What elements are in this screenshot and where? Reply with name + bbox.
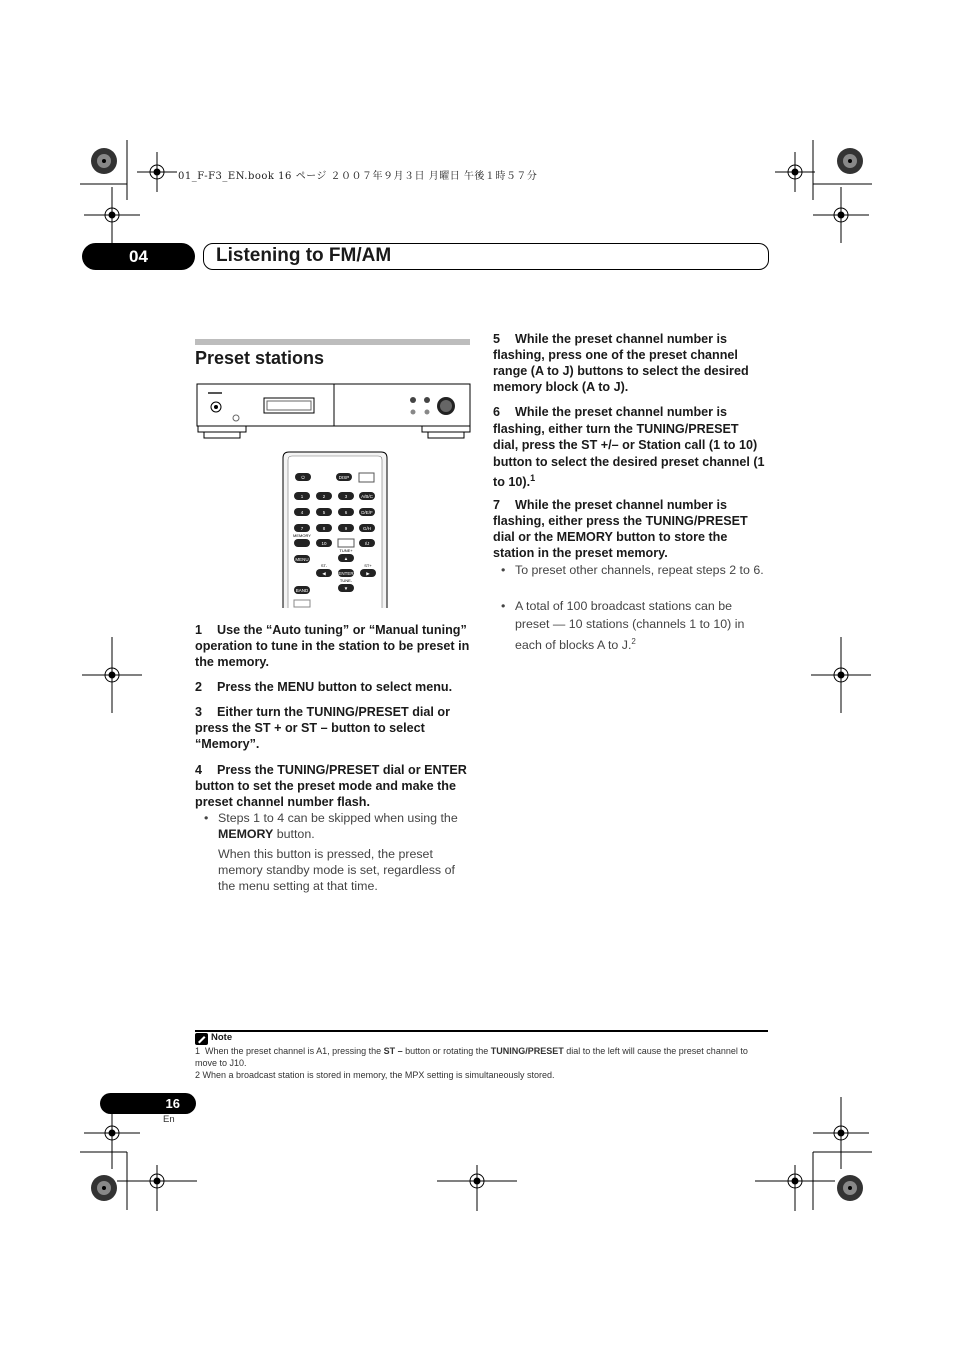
footnote-2: 2 When a broadcast station is stored in memory, the MPX setting is simultaneously stored. [195, 1070, 555, 1080]
repeat-steps-bullet: • To preset other channels, repeat steps 2 to 6. [501, 563, 764, 577]
memory-button-bullet: • Steps 1 to 4 can be skipped when using the MEMORY button. [204, 811, 458, 841]
svg-text:8: 8 [322, 526, 326, 531]
step-6: 6 While the preset channel number is flashing, either turn the TUNING/PRESET dial, press the ST +/– or Station call (1 to 10) button to select the desired preset channel (1 to 10).$^1$ [493, 405, 765, 490]
svg-text:ST-: ST- [320, 563, 328, 568]
step-3: 3 Either turn the TUNING/PRESET dial or press the ST + or ST – button to select “Memory”. [195, 705, 451, 751]
svg-text:A/B/C: A/B/C [361, 494, 373, 499]
svg-text:TUNE+: TUNE+ [339, 548, 353, 553]
svg-text:▶: ▶ [366, 571, 370, 576]
svg-text:7: 7 [300, 526, 304, 531]
step-4: 4 Press the TUNING/PRESET dial or ENTER button to set the preset mode and make the preset channel number flash. [195, 763, 467, 809]
footnote-1: 1 When the preset channel is A1, pressing the ST – button or rotating the TUNING/PRESET dial to the left will cause the preset channel to move to J10. [195, 1046, 748, 1068]
svg-text:◀: ◀ [322, 571, 326, 576]
step-5: 5 While the preset channel number is flashing, press one of the preset channel range (A to J) buttons to select the desired memory block (A to J). [493, 332, 749, 394]
svg-text:▲: ▲ [343, 556, 349, 561]
svg-text:MENU: MENU [295, 557, 309, 562]
svg-text:3: 3 [344, 494, 348, 499]
svg-text:5: 5 [322, 510, 326, 515]
svg-text:BAND: BAND [295, 588, 309, 593]
svg-text:G/H: G/H [362, 526, 372, 531]
note-divider [195, 1030, 768, 1032]
svg-text:10: 10 [321, 541, 327, 546]
book-info-line: 01_F-F3_EN.book 16 ページ ２００７年９月３日 月曜日 午後１時５７分 [178, 171, 538, 182]
section-divider [195, 339, 470, 345]
note-icon [195, 1033, 208, 1045]
page-language: En [163, 1114, 175, 1125]
svg-text:6: 6 [344, 510, 348, 515]
svg-text:⏻: ⏻ [301, 475, 305, 480]
svg-text:ENTER: ENTER [338, 571, 354, 576]
svg-text:9: 9 [344, 526, 348, 531]
svg-text:4: 4 [300, 510, 304, 515]
svg-text:2: 2 [322, 494, 326, 499]
memory-button-note: When this button is pressed, the preset memory standby mode is set, regardless of the menu setting at that time. [218, 847, 455, 893]
page-number: 16 [100, 1093, 196, 1114]
capacity-bullet: • A total of 100 broadcast stations can be preset — 10 stations (channels 1 to 10) in each of blocks A to J.$^2$ [501, 599, 745, 653]
svg-text:D/E/F: D/E/F [361, 510, 373, 515]
step-1: 1 Use the “Auto tuning” or “Manual tuning” operation to tune in the station to be preset in the memory. [195, 623, 470, 669]
remote-control-illustration [280, 450, 390, 610]
section-title: Preset stations [195, 348, 325, 368]
step-7: 7 While the preset channel number is flashing, either press the TUNING/PRESET dial or the MEMORY button to store the station in the preset memory. [493, 498, 748, 560]
svg-text:1: 1 [300, 494, 304, 499]
step-2: 2 Press the MENU button to select menu. [195, 680, 453, 694]
svg-text:I/J: I/J [364, 541, 370, 546]
svg-text:▼: ▼ [343, 586, 349, 591]
svg-text:DISP: DISP [338, 475, 350, 480]
note-title: Note [211, 1032, 233, 1043]
svg-text:TUNE-: TUNE- [339, 578, 353, 583]
chapter-title: Listening to FM/AM [216, 245, 392, 266]
svg-text:MEMORY: MEMORY [293, 533, 311, 538]
svg-text:ST+: ST+ [364, 563, 372, 568]
tuner-front-panel-illustration [196, 382, 472, 442]
chapter-number: 04 [82, 243, 195, 270]
